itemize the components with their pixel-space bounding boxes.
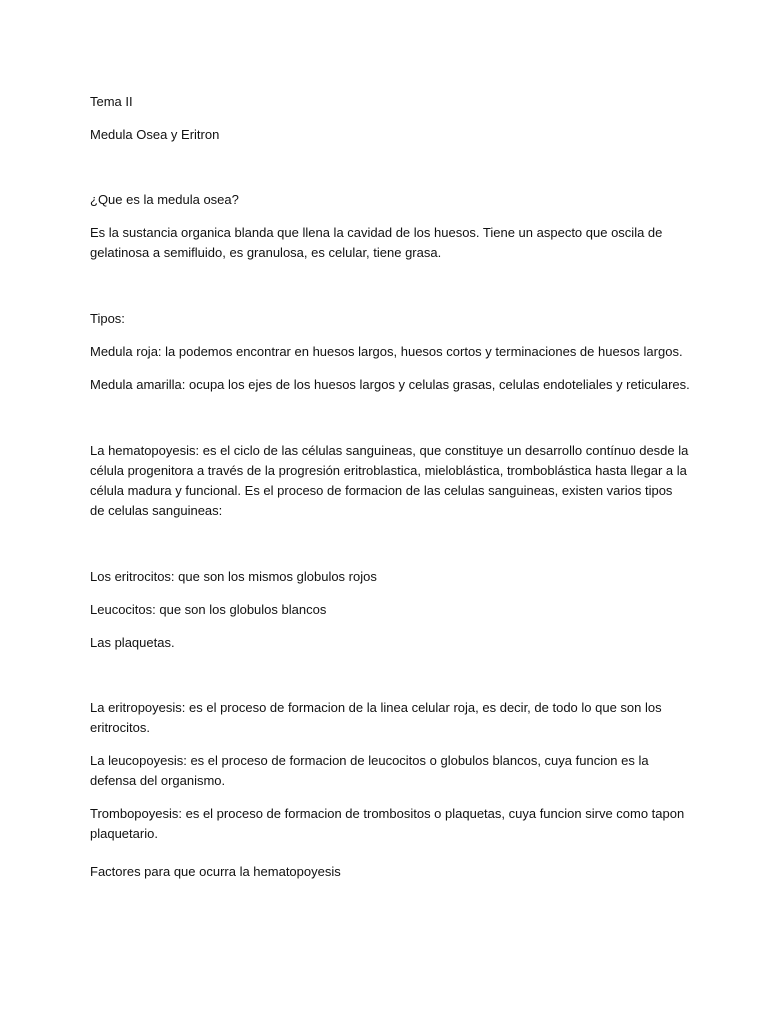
question-heading: ¿Que es la medula osea?	[90, 192, 239, 207]
hematopoiesis-paragraph: La hematopoyesis: es el ciclo de las células sanguineas, que constituye un desarrollo contínuo desde la célula progenitora a través de la progresión eritroblastica, mieloblástica, tromboblástica hasta llegar a la célula madura y funcional. Es el proceso de formacion de las celulas sanguineas, existen varios tipos de celulas sanguineas:	[90, 443, 689, 518]
type-yellow-paragraph: Medula amarilla: ocupa los ejes de los huesos largos y celulas grasas, celulas endoteliales y reticulares.	[90, 377, 690, 392]
thrombopoiesis-paragraph: Trombopoyesis: es el proceso de formacion de trombositos o plaquetas, cuya funcion sirve como tapon plaquetario.	[90, 806, 685, 841]
leukopoiesis-paragraph: La leucopoyesis: es el proceso de formacion de leucocitos o globulos blancos, cuya funcion es la defensa del organismo.	[90, 753, 649, 788]
document-title: Medula Osea y Eritron	[90, 127, 220, 142]
list-item-platelets: Las plaquetas.	[90, 635, 175, 650]
topic-heading: Tema II	[90, 94, 133, 109]
types-heading: Tipos:	[90, 311, 125, 326]
list-item-erythrocytes: Los eritrocitos: que son los mismos globulos rojos	[90, 569, 377, 584]
type-red-paragraph: Medula roja: la podemos encontrar en huesos largos, huesos cortos y terminaciones de huesos largos.	[90, 344, 683, 359]
factors-heading: Factores para que ocurra la hematopoyesis	[90, 864, 341, 879]
definition-paragraph: Es la sustancia organica blanda que llena la cavidad de los huesos. Tiene un aspecto que oscila de gelatinosa a semifluido, es granulosa, es celular, tiene grasa.	[90, 225, 663, 260]
erythropoiesis-paragraph: La eritropoyesis: es el proceso de formacion de la linea celular roja, es decir, de todo lo que son los eritrocitos.	[90, 700, 662, 735]
list-item-leukocytes: Leucocitos: que son los globulos blancos	[90, 602, 327, 617]
